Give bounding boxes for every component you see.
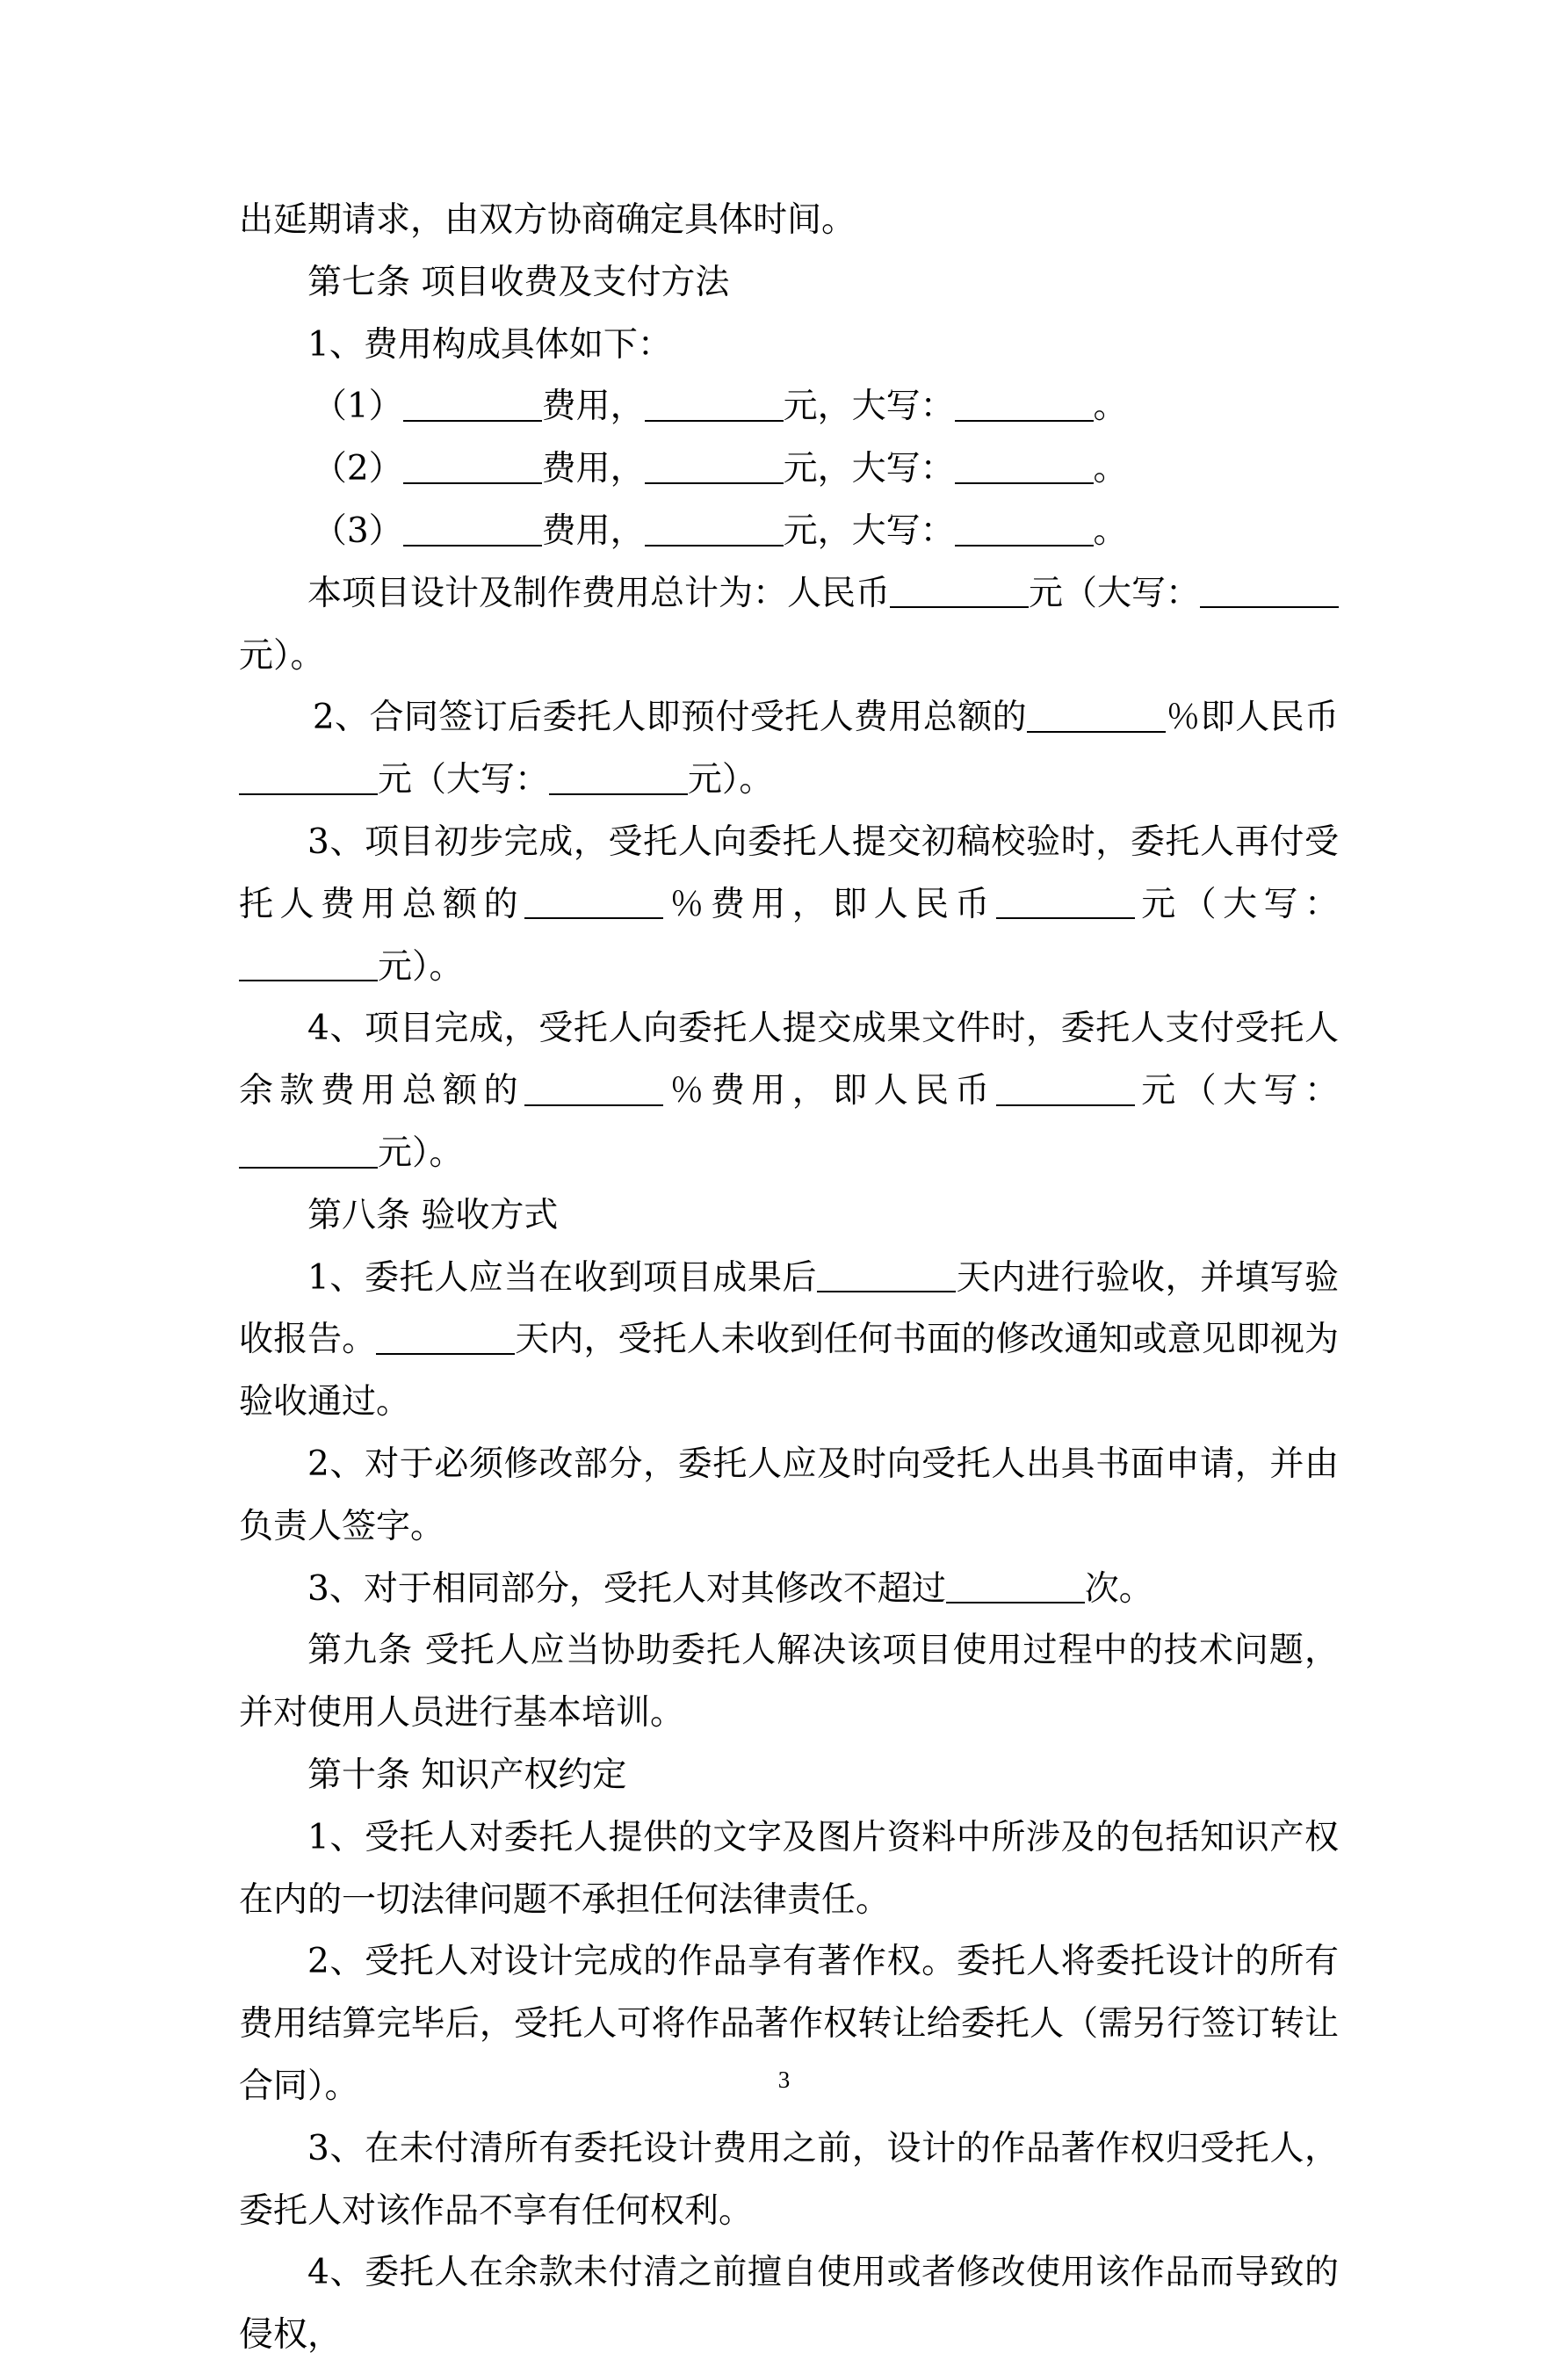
fill-in-blank [996,1072,1135,1106]
paragraph-text: 3、在未付清所有委托设计费用之前，设计的作品著作权归受托人，委托人对该作品不享有任何权利。 [239,2128,1339,2231]
fill-in-blank [239,947,378,981]
paragraph [239,315,1339,377]
paragraph [239,1248,1339,1434]
fill-in-blank [890,574,1029,608]
paragraph-text: 1、委托人应当在收到项目成果后 [307,1257,818,1298]
paragraph-text: 元）。 [377,1133,464,1173]
paragraph [239,812,1339,998]
paragraph [239,1807,1339,1932]
fill-in-blank [524,885,663,919]
paragraph [239,563,1339,688]
fill-in-blank [946,1569,1085,1603]
paragraph-text: 第八条 验收方式 [307,1195,559,1235]
paragraph-text: 。 [1093,387,1128,427]
paragraph [239,1434,1339,1559]
paragraph-text: 费用， [541,387,645,427]
paragraph-text: 3、对于相同部分，受托人对其修改不超过 [307,1568,946,1609]
paragraph [239,1620,1339,1745]
paragraph-text: 费用， [541,449,645,489]
page-number: 3 [777,2067,791,2093]
paragraph-text: 元）。 [687,760,774,800]
fill-in-blank [645,387,784,422]
paragraph-text: ％费用，即人民币 [662,1071,996,1111]
paragraph-text: 元，大写： [783,449,955,489]
paragraph-text: 2、受托人对设计完成的作品享有著作权。委托人将委托设计的所有费用结算完毕后，受托人可将作品著作权转让给委托人（需另行签订转让合同）。 [239,1942,1339,2106]
fill-in-blank [403,450,542,484]
paragraph-text: 本项目设计及制作费用总计为：人民币 [307,573,891,613]
paragraph-text: （3） [312,510,403,551]
paragraph-text: 元）。 [239,635,325,676]
fill-in-blank [524,1072,663,1106]
paragraph-text: 元（大写： [1134,884,1339,924]
fill-in-blank [996,885,1135,919]
paragraph-text: 天内进行验收，并填写验收报告。 [239,1257,1339,1360]
fill-in-blank [645,450,784,484]
paragraph [239,2242,1339,2367]
paragraph-text: 费用， [541,510,645,551]
paragraph-text: 4、委托人在余款未付清之前擅自使用或者修改使用该作品而导致的侵权， [239,2253,1339,2356]
paragraph-text: 元（大写： [1029,573,1201,613]
paragraph-text: 1、费用构成具体如下： [307,324,672,365]
paragraph [239,1745,1339,1807]
paragraph-text: 第九条 受托人应当协助委托人解决该项目使用过程中的技术问题，并对使用人员进行基本培训。 [239,1631,1339,1734]
paragraph-text: 元）。 [377,946,464,987]
fill-in-blank [549,761,688,795]
fill-in-blank [955,450,1094,484]
fill-in-blank [403,387,542,422]
paragraph-text: 。 [1093,510,1128,551]
paragraph-text: 出延期请求，由双方协商确定具体时间。 [239,200,856,240]
paragraph-text: 天内，受托人未收到任何书面的修改通知或意见即视为验收通过。 [239,1320,1339,1422]
paragraph-text: 2、对于必须修改部分，委托人应及时向受托人出具书面申请，并由负责人签字。 [239,1444,1339,1546]
paragraph [239,1185,1339,1248]
fill-in-blank [239,761,378,795]
paragraph-text: 3、项目初步完成，受托人向委托人提交初稿校验时，委托人再付受托人费用总额的 [239,822,1339,924]
fill-in-blank [817,1258,956,1292]
fill-in-blank [376,1321,515,1355]
paragraph-text: 第十条 知识产权约定 [307,1755,627,1795]
paragraph [239,438,1339,501]
paragraph-text: 4、项目完成，受托人向委托人提交成果文件时，委托人支付受托人余款费用总额的 [239,1009,1339,1111]
fill-in-blank [645,512,784,547]
paragraph-text: 元，大写： [783,510,955,551]
paragraph-text: ％即人民币 [1165,698,1339,738]
fill-in-blank [1027,699,1166,733]
paragraph [239,376,1339,438]
paragraph-text: 元，大写： [783,387,955,427]
paragraph-text: （1） [312,387,403,427]
paragraph [239,501,1339,563]
paragraph-text: ％费用，即人民币 [662,884,996,924]
paragraph [239,252,1339,315]
fill-in-blank [403,512,542,547]
paragraph-text: 1、受托人对委托人提供的文字及图片资料中所涉及的包括知识产权在内的一切法律问题不承担任何法律责任。 [239,1817,1339,1920]
paragraph [239,998,1339,1184]
document-body [239,190,1339,2367]
fill-in-blank [955,512,1094,547]
paragraph [239,687,1339,812]
paragraph [239,1559,1339,1621]
fill-in-blank [955,387,1094,422]
fill-in-blank [239,1134,378,1169]
paragraph-text: （2） [312,449,403,489]
paragraph [239,190,1339,252]
paragraph-text: 第七条 项目收费及支付方法 [307,262,730,302]
paragraph-text: 元（大写： [1134,1071,1339,1111]
paragraph-text: 。 [1093,449,1128,489]
paragraph [239,2118,1339,2243]
paragraph-text: 次。 [1084,1568,1153,1609]
fill-in-blank [1200,574,1339,608]
paragraph-text: 2、合同签订后委托人即预付受托人费用总额的 [312,698,1028,738]
paragraph-text: 元（大写： [377,760,549,800]
